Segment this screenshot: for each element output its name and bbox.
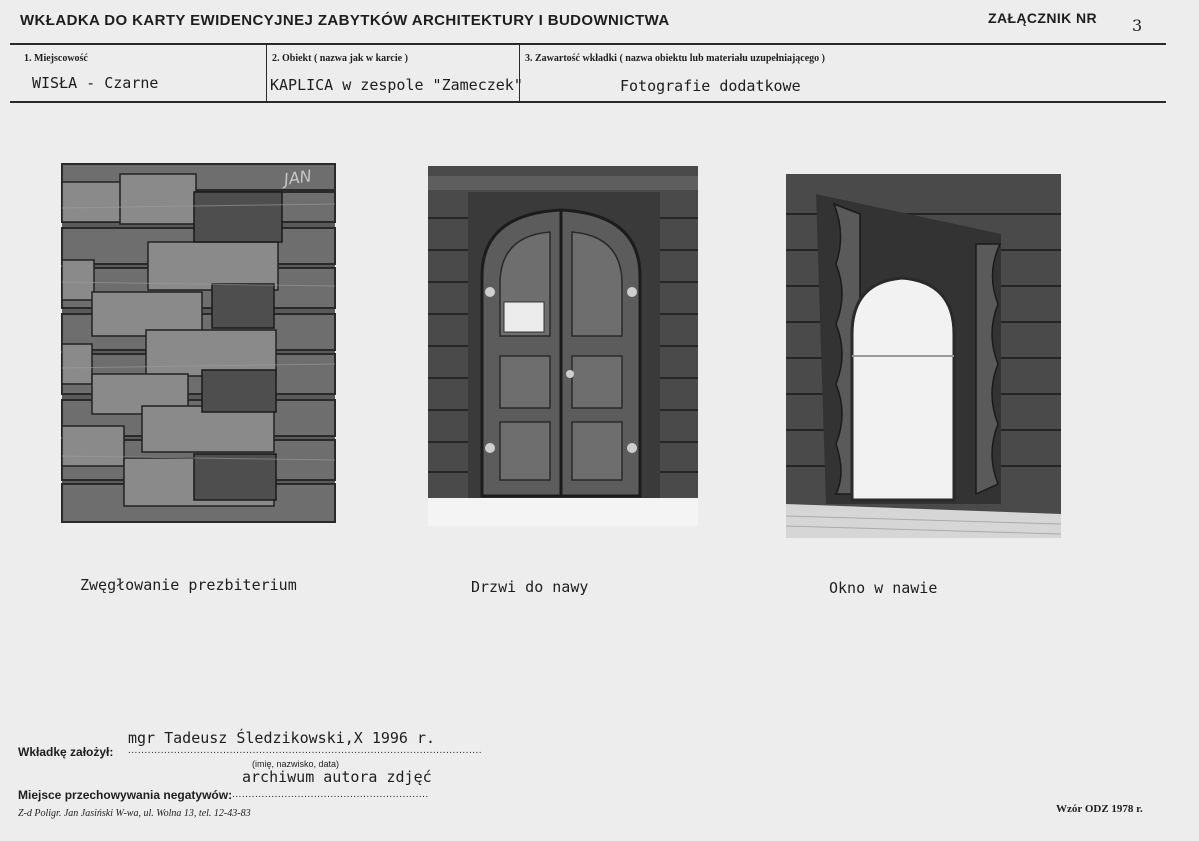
- photo-inscription: JAN: [282, 166, 313, 189]
- negatives-label: Miejsce przechowywania negatywów:: [18, 788, 233, 802]
- negatives-value: archiwum autora zdjęć: [242, 768, 432, 786]
- photo-corner-joint: [62, 164, 335, 522]
- photo-nave-door: [428, 166, 698, 526]
- field-divider-1: [266, 45, 267, 102]
- negatives-dotted-line: ............................................................: [232, 789, 429, 800]
- form-title: WKŁADKA DO KARTY EWIDENCYJNEJ ZABYTKÓW ARCHITEKTURY I BUDOWNICTWA: [20, 12, 670, 29]
- caption-nave-door: Drzwi do nawy: [471, 578, 589, 596]
- author-hint: (imię, nazwisko, data): [252, 759, 340, 769]
- locality-value: WISŁA - Czarne: [32, 74, 159, 92]
- printer-imprint: Z-d Poligr. Jan Jasiński W-wa, ul. Wolna 13, tel. 12-43-83: [18, 808, 251, 819]
- nave-door-image: [428, 166, 698, 526]
- object-label: 2. Obiekt ( nazwa jak w karcie ): [272, 53, 408, 64]
- caption-corner-joint: Zwęgłowanie prezbiterium: [80, 576, 297, 594]
- locality-label: 1. Miejscowość: [24, 53, 88, 64]
- caption-nave-window: Okno w nawie: [829, 579, 938, 597]
- form-model-id: Wzór ODZ 1978 r.: [1056, 803, 1143, 815]
- nave-window-image: [786, 174, 1061, 538]
- header-rule-top: [10, 43, 1166, 45]
- corner-joint-image: [62, 164, 335, 522]
- author-value: mgr Tadeusz Śledzikowski,X 1996 r.: [128, 729, 436, 747]
- header-rule-bottom: [10, 101, 1166, 103]
- content-label: 3. Zawartość wkładki ( nazwa obiektu lub materiału uzupełniającego ): [525, 53, 826, 64]
- photo-nave-window: [786, 174, 1061, 538]
- attachment-label: ZAŁĄCZNIK NR: [988, 10, 1098, 26]
- author-label: Wkładkę założył:: [18, 745, 114, 759]
- content-value: Fotografie dodatkowe: [620, 77, 801, 95]
- attachment-number: 3: [1132, 16, 1143, 35]
- object-value: KAPLICA w zespole "Zameczek": [270, 76, 523, 94]
- author-dotted-line: ............................................................................................................: [128, 745, 483, 756]
